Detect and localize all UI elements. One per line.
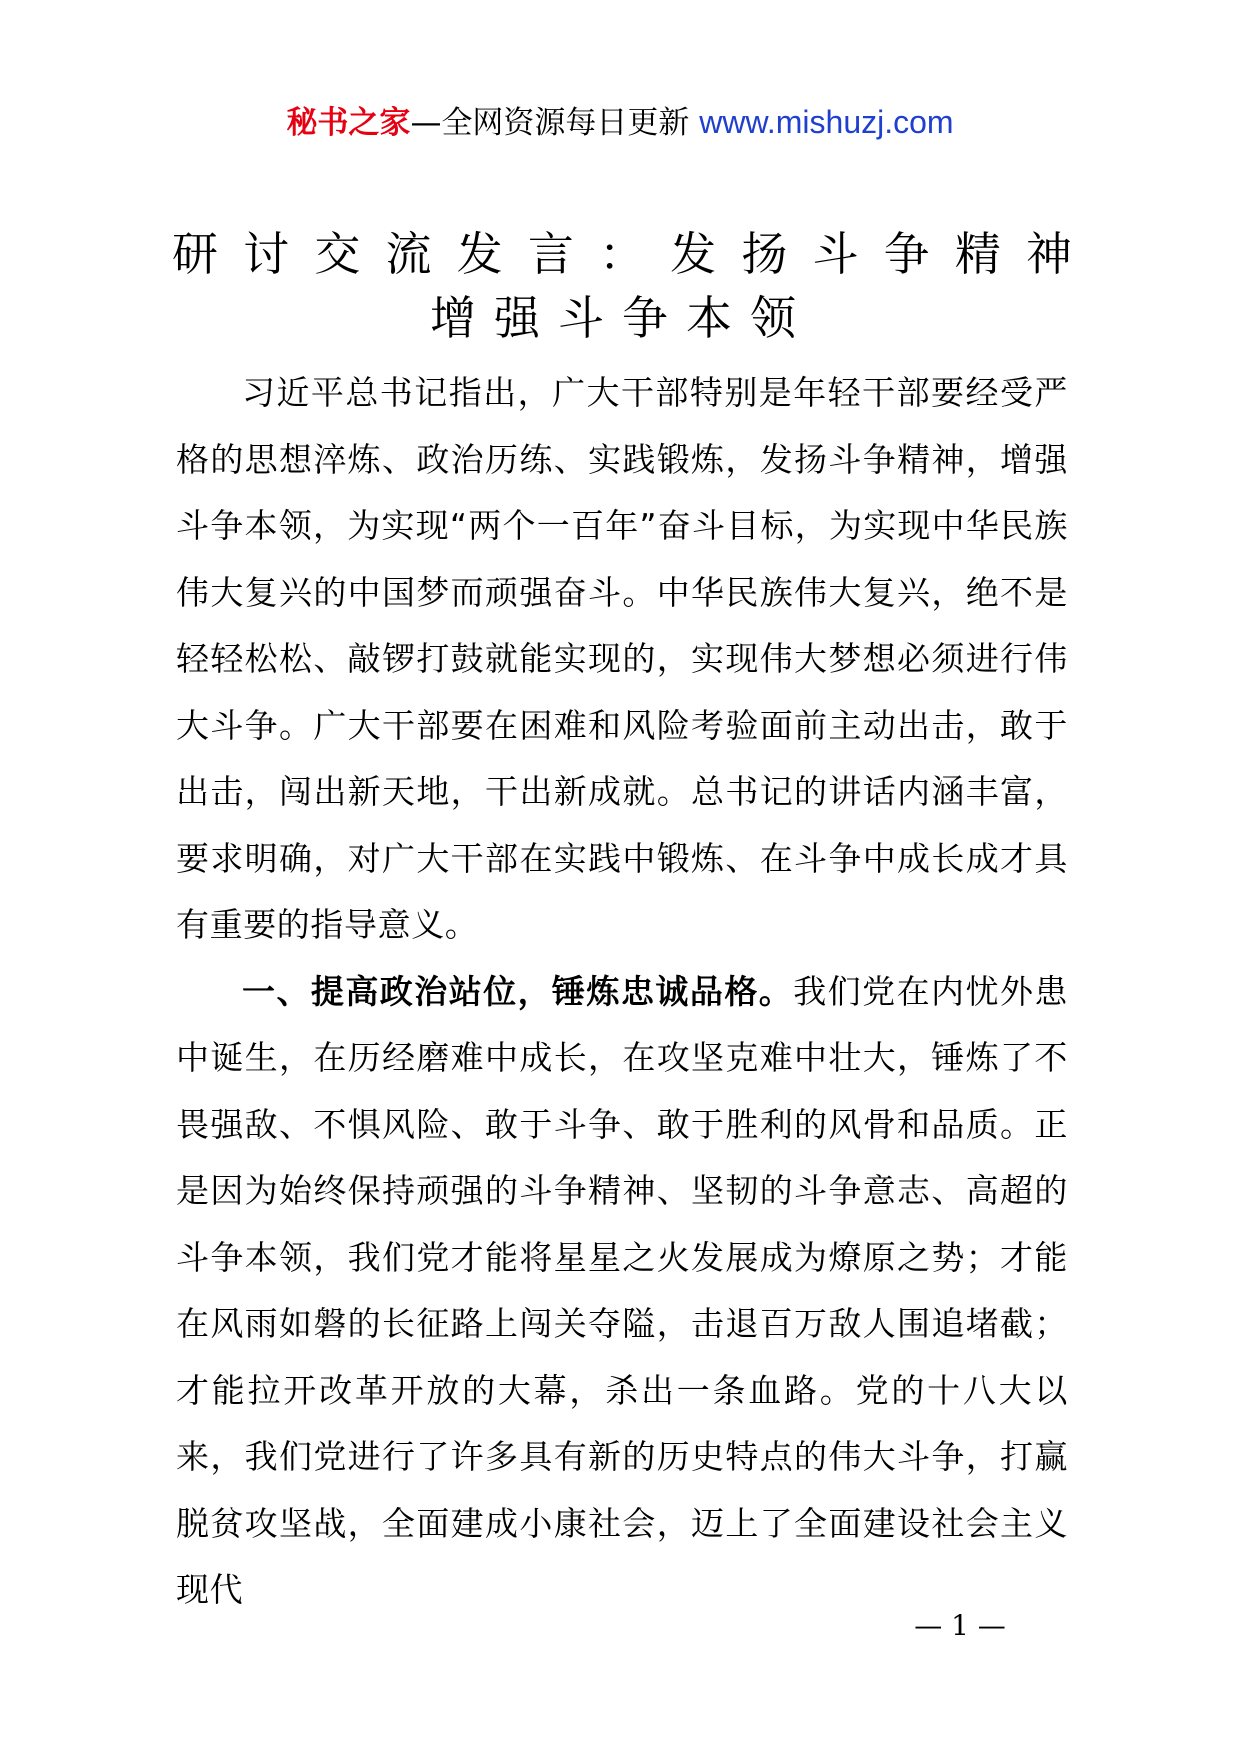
site-tagline: —全网资源每日更新 <box>410 105 690 141</box>
page-number: — 1 — <box>914 1609 1006 1642</box>
section-heading: 一、提高政治站位，锤炼忠诚品格。 <box>242 971 794 1011</box>
document-body <box>176 360 1068 1624</box>
site-brand: 秘书之家 <box>286 105 411 141</box>
title-line-2: 增强斗争本领 <box>430 291 814 345</box>
paragraph-text: 习近平总书记指出，广大干部特别是年轻干部要经受严格的思想淬炼、政治历练、实践锻炼，发扬斗争精神，增强斗争本领，为实现“两个一百年”奋斗目标，为实现中华民族伟大复兴的中国梦而顽强奋斗。中华民族伟大复兴，绝不是轻轻松松、敲锣打鼓就能实现的，实现伟大梦想必须进行伟大斗争。广大干部要在困难和风险考验面前主动出击，敢于出击，闯出新天地，干出新成就。总书记的讲话内涵丰富，要求明确，对广大干部在实践中锻炼、在斗争中成长成才具有重要的指导意义。 <box>176 373 1068 944</box>
site-url[interactable]: www.mishuzj.com <box>699 104 954 140</box>
paragraph-section-1 <box>176 959 1068 1624</box>
paragraph-intro <box>176 360 1068 959</box>
document-title <box>172 222 1072 350</box>
title-line-1: 研讨交流发言：发扬斗争精神 <box>172 227 1072 281</box>
site-header <box>0 102 1240 143</box>
paragraph-text: 我们党在内忧外患中诞生，在历经磨难中成长，在攻坚克难中壮大，锤炼了不畏强敌、不惧风险、敢于斗争、敢于胜利的风骨和品质。正是因为始终保持顽强的斗争精神、坚韧的斗争意志、高超的斗争本领，我们党才能将星星之火发展成为燎原之势；才能在风雨如磐的长征路上闯关夺隘，击退百万敌人围追堵截；才能拉开改革开放的大幕，杀出一条血路。党的十八大以来，我们党进行了许多具有新的历史特点的伟大斗争，打赢脱贫攻坚战，全面建成小康社会，迈上了全面建设社会主义现代 <box>176 971 1068 1609</box>
